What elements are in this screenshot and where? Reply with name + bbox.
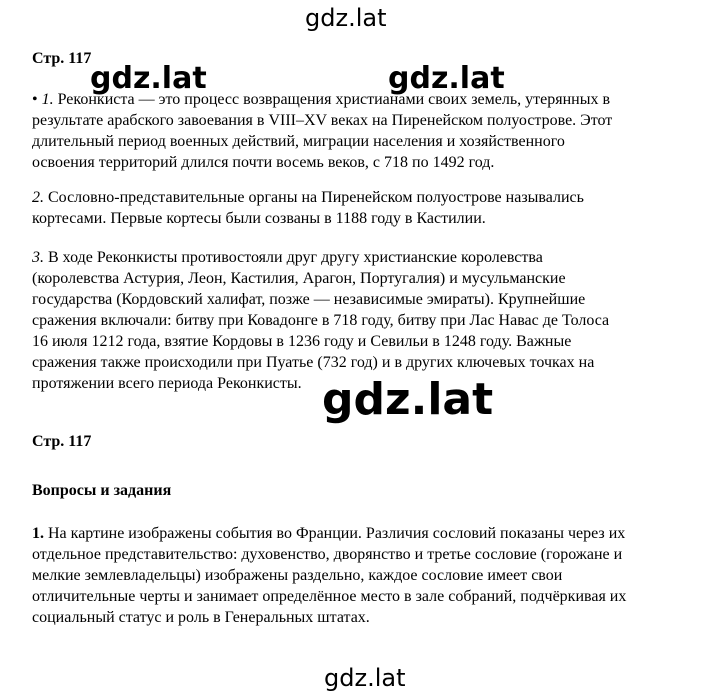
qa-1-line-3: мелкие землевладельцы) изображены раздельно, каждое сословие имеет свои [32,567,563,584]
answer-1-line-4: освоения территорий длился почти восемь веков, с 718 по 1492 год. [32,154,495,171]
answer-3-line-3: государства (Кордовский халифат, позже — независимые эмираты). Крупнейшие [32,291,586,308]
answer-2-line-2: кортесами. Первые кортесы были созваны в 1188 году в Кастилии. [32,210,486,227]
watermark-right: gdz.lat [388,61,505,96]
qa-1-line-1 [32,523,712,544]
answer-paragraph-3 [32,247,712,394]
answer-1-line-3: длительный период военных действий, миграции населения и хозяйственного [32,133,565,150]
answer-1-line-2: результате арабского завоевания в VIII–XV веках на Пиренейском полуострове. Этот [32,112,613,129]
answer-3-line-7: протяжении всего периода Реконкисты. [32,375,302,392]
questions-heading: Вопросы и задания [32,482,172,499]
answer-text: На картине изображены события во Франции. Различия сословий показаны через их [44,525,626,542]
answer-text: Реконкиста — это процесс возвращения христианами своих земель, утерянных в [53,91,611,108]
answer-3-line-5: 16 июля 1212 года, взятие Кордовы в 1236 году и Севильи в 1248 году. Важные [32,333,572,350]
answer-3-line-2: (королевства Астурия, Леон, Кастилия, Арагон, Португалия) и мусульманские [32,270,566,287]
answer-text: В ходе Реконкисты противостояли друг другу христианские королевства [44,249,543,266]
answer-3-line-6: сражения также происходили при Пуатье (732 год) и в других ключевых точках на [32,354,595,371]
answer-3-line-1 [32,247,712,268]
question-answer-paragraph-1 [32,523,712,628]
watermark-middle: gdz.lat [322,374,494,425]
answer-paragraph-1 [32,89,712,173]
answer-3-line-4: сражения включали: битву при Ковадонге в 718 году, битву при Лас Навас де Толоса [32,312,610,329]
page-heading-2: Стр. 117 [32,433,92,450]
answer-number: 1. [41,91,54,108]
watermark-bottom: gdz.lat [324,664,406,692]
qa-1-line-5: социальный статус и роль в Генеральных штатах. [32,609,370,626]
watermark-left: gdz.lat [90,61,207,96]
answer-paragraph-2 [32,187,712,229]
qa-1-line-2: отдельное представительство: духовенство, дворянство и третье сословие (горожане и [32,546,623,563]
answer-text: Сословно-представительные органы на Пиренейском полуострове назывались [44,189,584,206]
answer-number: 2. [32,189,44,206]
watermark-top: gdz.lat [305,4,387,32]
answer-number: 3. [32,249,44,266]
bullet: • [32,91,42,108]
answer-number: 1. [32,525,44,542]
answer-2-line-1 [32,187,712,208]
page-heading-1: Стр. 117 [32,50,92,67]
qa-1-line-4: отличительные черты и занимает определённое место в зале собраний, подчёркивая их [32,588,627,605]
